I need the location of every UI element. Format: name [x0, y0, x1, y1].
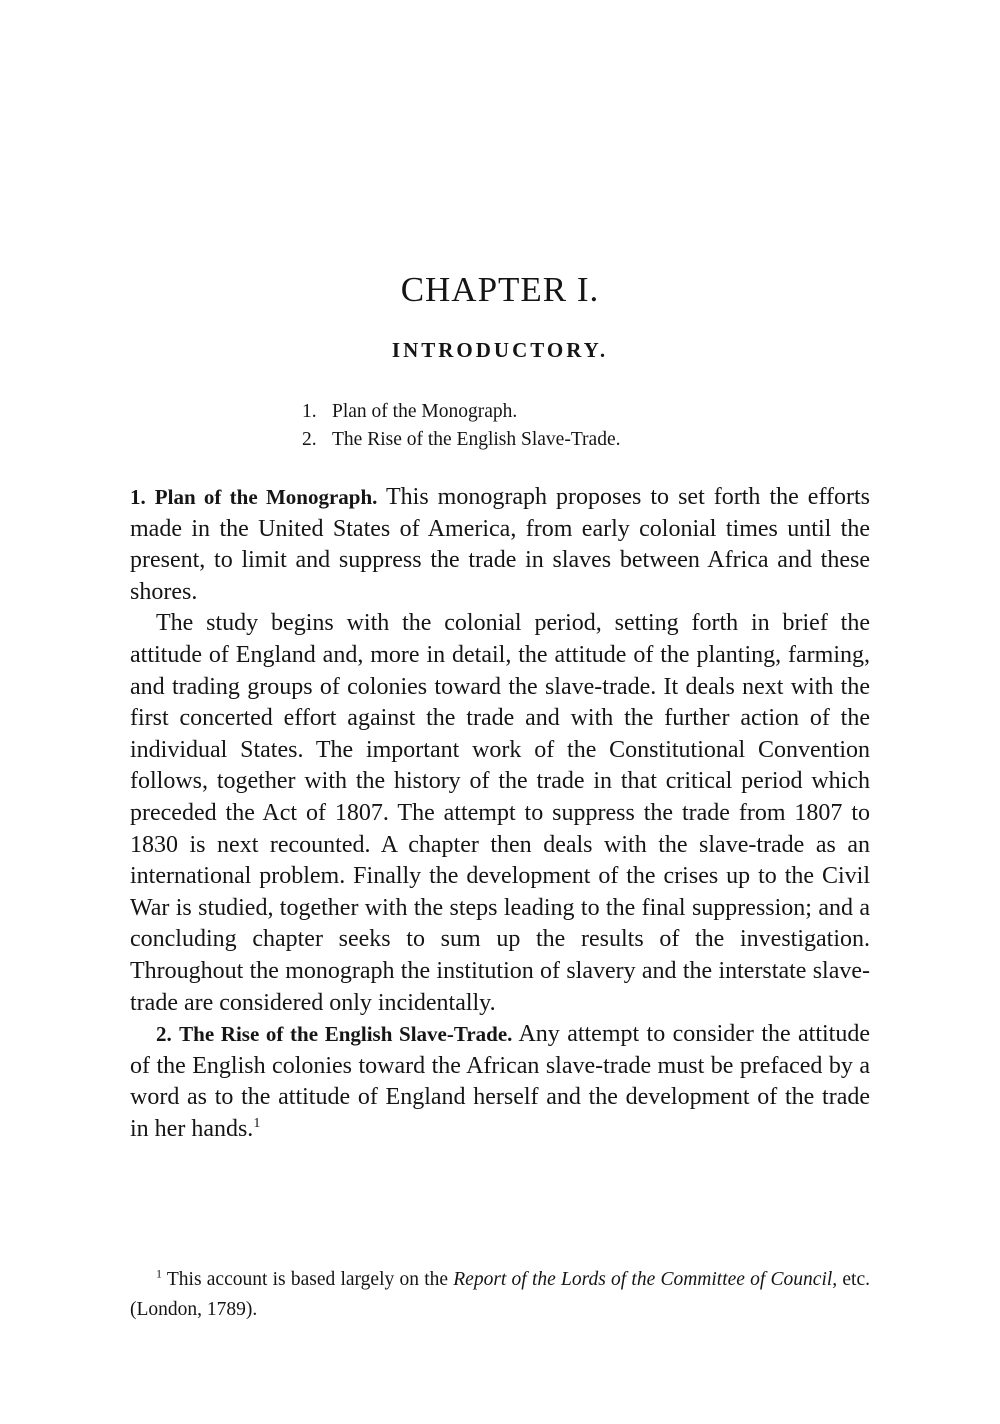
footnote-source-title: Report of the Lords of the Committee of Council,	[453, 1269, 838, 1290]
chapter-subtitle: INTRODUCTORY.	[391, 338, 609, 362]
contents-item	[302, 398, 822, 426]
section-1-paragraph-2: The study begins with the colonial period, setting forth in brief the attitude of England and, more in detail, the attitude of the planting, farming, and trading groups of colonies toward the slave-trade. It deals next with the first concerted effort against the trade and with the further action of the individual States. The important work of the Constitutional Convention follows, together with the history of the trade in that critical period which preceded the Act of 1807. The attempt to suppress the trade from 1807 to 1830 is next recounted. A chapter then deals with the slave-trade as an international problem. Finally the development of the crises up to the Civil War is studied, together with the steps leading to the final suppression; and a concluding chapter seeks to sum up the results of the investigation. Throughout the monograph the institution of slavery and the interstate slave-trade are considered only incidentally.	[130, 610, 870, 1016]
footnote	[130, 1265, 870, 1325]
footnote-suffix: etc. (London, 1789).	[130, 1269, 871, 1320]
section-2-heading: The Rise of the English Slave-Trade.	[179, 1022, 513, 1047]
contents-item	[302, 426, 822, 454]
section-2-paragraph	[130, 1019, 870, 1145]
footnote-marker: 1	[156, 1266, 162, 1281]
section-1-paragraph-1	[130, 482, 870, 608]
contents-item-number: 2.	[302, 429, 317, 450]
section-2-text: Any attempt to consider the attitude of the English colonies toward the African slave-trade must be prefaced by a word as to the attitude of England herself and the development of the trade in her hands.	[130, 1021, 870, 1142]
contents-item-text: Plan of the Monograph.	[332, 401, 518, 422]
chapter-contents	[302, 398, 822, 454]
chapter-title: CHAPTER I.	[400, 270, 600, 309]
chapter-body	[130, 482, 870, 1145]
section-1-heading: Plan of the Monograph.	[154, 485, 378, 509]
footnote-reference: 1	[253, 1115, 261, 1131]
footnote-prefix: This account is based largely on the	[166, 1269, 449, 1290]
section-1-text: This monograph proposes to set forth the efforts made in the United States of America, from early colonial times until the present, to limit and suppress the trade in slaves between Africa and these shores.	[130, 484, 870, 605]
contents-item-text: The Rise of the English Slave-Trade.	[332, 429, 621, 450]
section-1-number: 1.	[130, 485, 146, 509]
section-2-number: 2.	[156, 1022, 172, 1047]
contents-item-number: 1.	[302, 401, 317, 422]
